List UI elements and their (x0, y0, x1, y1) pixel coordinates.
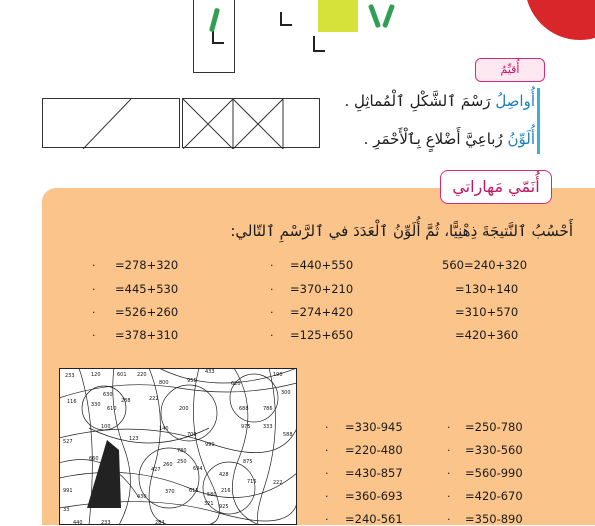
instruction-verb: أُلَوِّنُ (507, 130, 535, 148)
green-stroke (368, 4, 381, 28)
section-bar (537, 88, 540, 154)
expression: =560-990 (465, 466, 523, 480)
mosaic-number[interactable]: 370 (165, 489, 175, 495)
answer-dot: . (447, 487, 451, 500)
mosaic-number[interactable]: 433 (205, 369, 215, 375)
mosaic-number[interactable]: 630 (103, 392, 113, 398)
mosaic-number[interactable]: 925 (219, 504, 229, 510)
mosaic-number[interactable]: 333 (263, 424, 273, 430)
answer-dot: . (92, 326, 96, 339)
cross-figure (183, 99, 321, 149)
expression: =370+210 (290, 282, 354, 296)
mosaic-number[interactable]: 580 (207, 492, 217, 498)
mosaic-number[interactable]: 786 (263, 406, 273, 412)
mosaic-number[interactable]: 233 (65, 373, 75, 379)
answer-dot: . (325, 464, 329, 477)
expression: =420+360 (455, 328, 519, 342)
figure-box-empty (42, 98, 180, 148)
mosaic-number[interactable]: 330 (91, 402, 101, 408)
answer-dot: . (325, 418, 329, 431)
mosaic-number[interactable]: 100 (101, 424, 111, 430)
answer-dot: . (92, 256, 96, 269)
expression: =125+650 (290, 328, 354, 342)
mosaic-number[interactable]: 222 (273, 480, 283, 486)
skills-instruction: أَحْسُبُ ٱلنَّتيجَةَ ذِهْنِيًّا، ثُمَّ أُلَوِّنُ ٱلْعَدَدَ في ٱلرَّسْمِ ٱلتّالي: (230, 222, 573, 240)
shape-stroke (280, 12, 282, 24)
expression: =445+530 (115, 282, 179, 296)
expression: =526+260 (115, 305, 179, 319)
mosaic-number[interactable]: 300 (281, 390, 291, 396)
mosaic-number[interactable]: 123 (129, 436, 139, 442)
mosaic-number[interactable]: 120 (91, 372, 101, 378)
mosaic-number[interactable]: 660 (89, 456, 99, 462)
expression: =310+570 (455, 305, 519, 319)
mosaic-number[interactable]: 875 (243, 459, 253, 465)
mosaic-number[interactable]: 220 (137, 372, 147, 378)
assess-badge: أُقيِّمُ (475, 58, 545, 82)
corner-decoration (525, 0, 595, 40)
expression: =378+310 (115, 328, 179, 342)
answer-dot: . (270, 303, 274, 316)
mosaic-number[interactable]: 250 (177, 459, 187, 465)
green-stroke (382, 4, 395, 28)
mosaic-drawing (59, 368, 297, 525)
mosaic-number[interactable]: 190 (273, 372, 283, 378)
mosaic-number[interactable]: 601 (117, 372, 127, 378)
instruction-line-1 (344, 92, 535, 110)
instruction-text: رَسْمَ ٱلشَّكْلِ ٱلْمُماثِلِ . (344, 92, 496, 110)
expression: =440+550 (290, 258, 354, 272)
mosaic-number[interactable]: 615 (189, 488, 199, 494)
mosaic-number[interactable]: 321 (204, 501, 214, 507)
mosaic-number[interactable]: 955 (187, 378, 197, 384)
answer-dot: . (325, 510, 329, 523)
mosaic-number[interactable]: 260 (163, 462, 173, 468)
mosaic-number[interactable]: 694 (193, 466, 203, 472)
expression: =130+140 (455, 282, 519, 296)
mosaic-number[interactable]: 527 (63, 439, 73, 445)
mosaic-number[interactable]: 233 (101, 520, 111, 525)
expression: =420-670 (465, 489, 523, 503)
figure-box-model (182, 98, 320, 148)
expression: =240-561 (345, 512, 403, 526)
shape-stroke (313, 36, 315, 50)
mosaic-number[interactable]: 780 (177, 448, 187, 454)
mosaic-number[interactable]: 216 (221, 488, 231, 494)
answer-dot: . (447, 418, 451, 431)
answer-dot: . (270, 280, 274, 293)
mosaic-number[interactable]: 140 (159, 426, 169, 432)
mosaic-number[interactable]: 288 (121, 398, 131, 404)
mosaic-number[interactable]: 588 (283, 432, 293, 438)
answer-dot: . (270, 326, 274, 339)
mosaic-number[interactable]: 990 (205, 442, 215, 448)
mosaic-number[interactable]: 33 (63, 507, 70, 513)
yellow-square (318, 0, 358, 32)
shape-stroke (280, 24, 292, 26)
expression: 560=240+320 (442, 258, 528, 272)
expression: =350-890 (465, 512, 523, 526)
mosaic-number[interactable]: 428 (219, 472, 229, 478)
mosaic-number[interactable]: 427 (151, 467, 161, 473)
answer-dot: . (325, 441, 329, 454)
answer-dot: . (447, 464, 451, 477)
answer-dot: . (325, 487, 329, 500)
mosaic-number[interactable]: 800 (159, 380, 169, 386)
expression: =274+420 (290, 305, 354, 319)
mosaic-number[interactable]: 440 (73, 520, 83, 525)
answer-dot: . (447, 510, 451, 523)
mosaic-number[interactable]: 284 (155, 520, 165, 525)
shape-stroke (313, 50, 325, 52)
answer-dot: . (447, 441, 451, 454)
expression: =360-693 (345, 489, 403, 503)
coloring-mosaic[interactable] (59, 368, 297, 525)
expression: =430-857 (345, 466, 403, 480)
skills-tag: أُنَمّي مَهاراتي (440, 170, 552, 204)
expression: =220-480 (345, 443, 403, 457)
mosaic-number[interactable]: 620 (231, 381, 241, 387)
mosaic-number[interactable]: 222 (149, 396, 159, 402)
answer-dot: . (92, 303, 96, 316)
mosaic-number[interactable]: 430 (137, 494, 147, 500)
instruction-line-2 (364, 130, 535, 148)
mosaic-number[interactable]: 975 (241, 424, 251, 430)
mosaic-number[interactable]: 116 (67, 399, 77, 405)
instruction-verb: أُواصِلُ (495, 92, 535, 110)
answer-dot: . (92, 280, 96, 293)
instruction-text: رُباعِيَّ أَضْلاعٍ بِٱلْأَحْمَرِ . (363, 130, 508, 148)
mosaic-number[interactable]: 688 (239, 406, 249, 412)
expression: =330-560 (465, 443, 523, 457)
mosaic-number[interactable]: 200 (179, 406, 189, 412)
expression: =330-945 (345, 420, 403, 434)
mosaic-number[interactable]: 610 (107, 406, 117, 412)
mosaic-number[interactable]: 715 (247, 479, 257, 485)
mosaic-number[interactable]: 991 (63, 488, 73, 494)
expression: =278+320 (115, 258, 179, 272)
mosaic-number[interactable]: 700 (187, 432, 197, 438)
expression: =250-780 (465, 420, 523, 434)
answer-dot: . (270, 256, 274, 269)
diagonal-figure (43, 99, 181, 149)
